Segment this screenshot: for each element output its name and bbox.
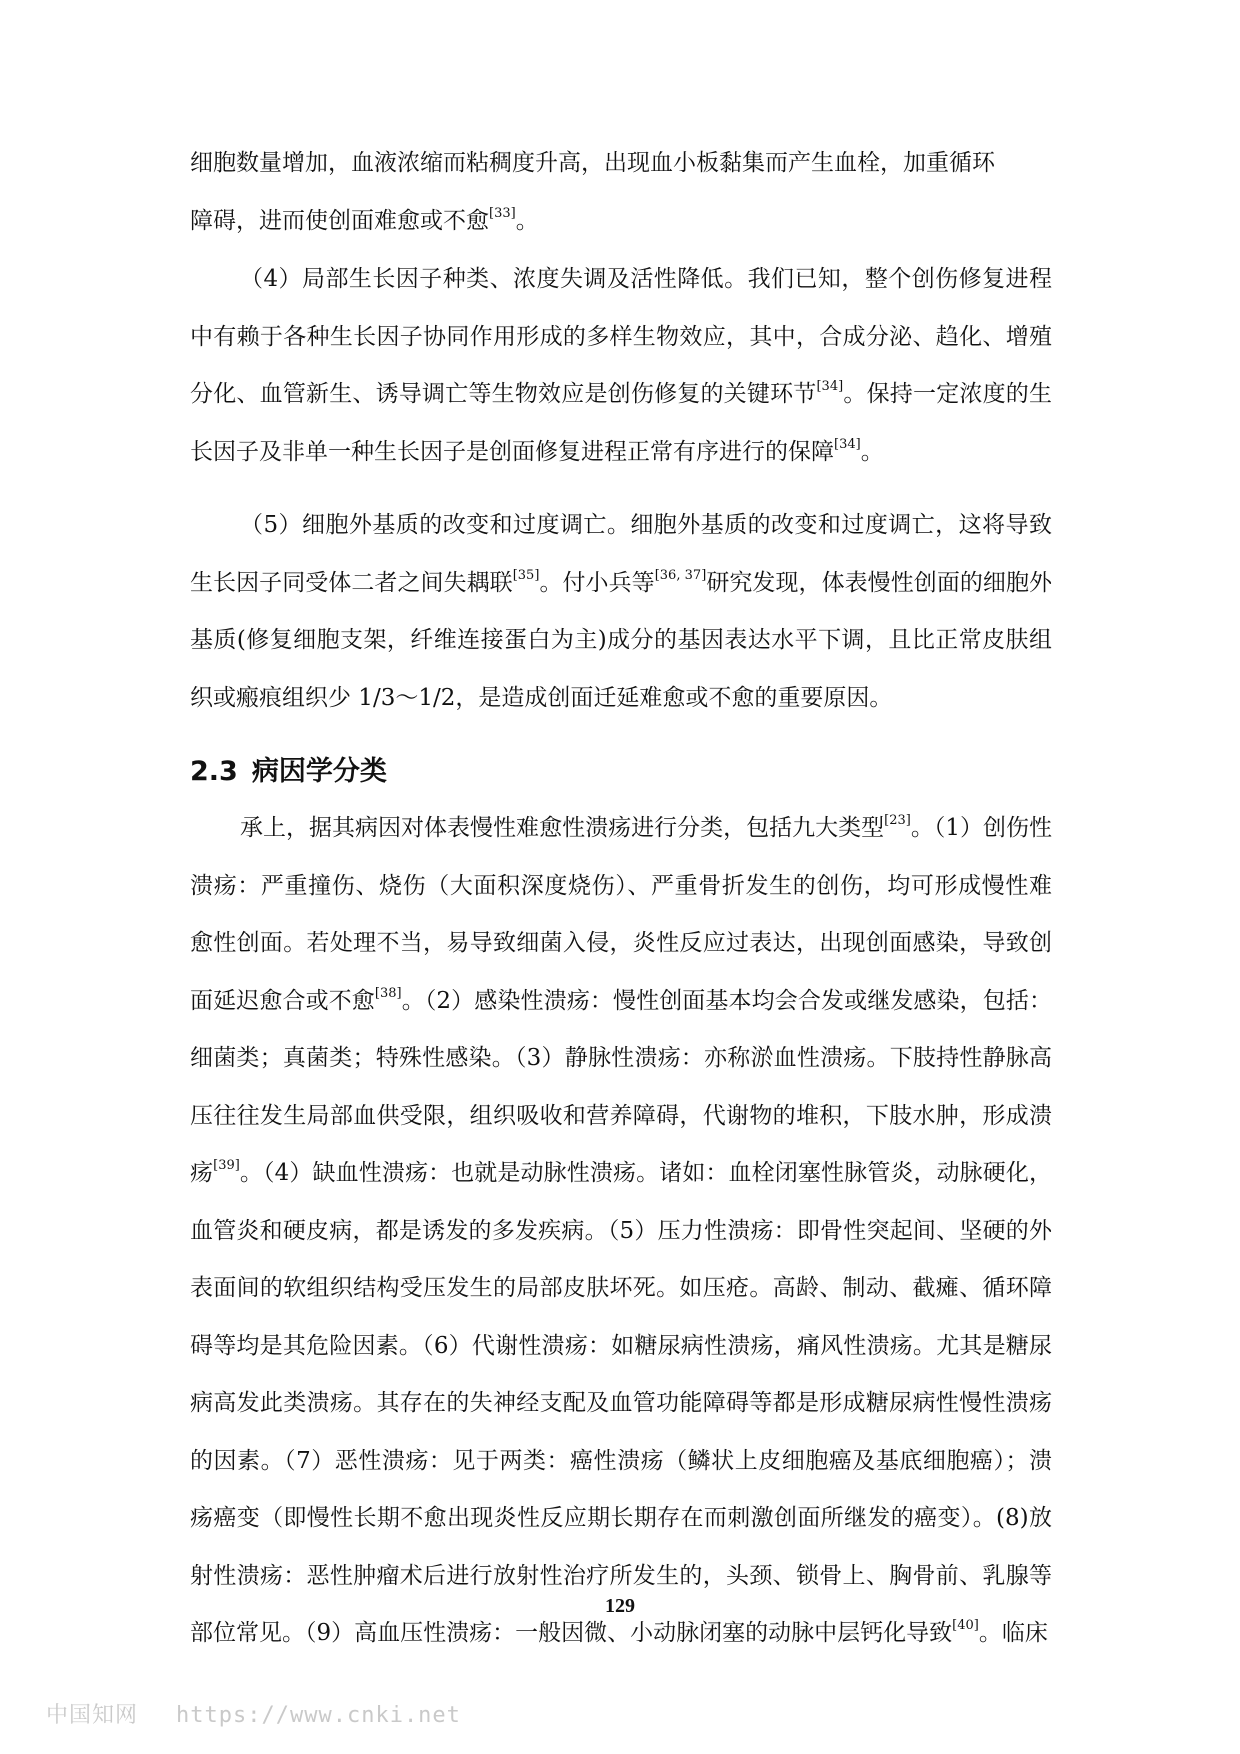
- citation-ref: [35]: [512, 567, 540, 583]
- text-segment: 。: [515, 207, 539, 234]
- intro-paragraph: [190, 135, 1052, 250]
- text-segment: （5）细胞外基质的改变和过度调亡。细胞外基质的改变和过度调亡，这将导致生长因子同受体二者之间失耦联: [190, 512, 1052, 596]
- page-number: 129: [605, 1595, 635, 1617]
- text-segment: 。（2）感染性溃疡：慢性创面基本均会合发或继发感染，包括：细菌类；真菌类；特殊性感染。（3）静脉性溃疡：亦称淤血性溃疡。下肢持性静脉高压往往发生局部血供受限，组织吸收和营养障碍，代谢物的堆积，下肢水肿，形成溃疡: [190, 987, 1052, 1186]
- citation-ref: [39]: [213, 1158, 240, 1174]
- text-segment: 。: [860, 438, 884, 465]
- text-segment: 。付小兵等: [539, 569, 655, 596]
- text-segment: 。（4）缺血性溃疡：也就是动脉性溃疡。诸如：血栓闭塞性脉管炎，动脉硬化，血管炎和硬皮病，都是诱发的多发疾病。（5）压力性溃疡：即骨性突起间、坚硬的外表面间的软组织结构受压发生的局部皮肤坏死。如压疮。高龄、制动、截瘫、循环障碍等均是其危险因素。（6）代谢性溃疡：如糖尿病性溃疡，痛风性溃疡。尤其是糖尿病高发此类溃疡。其存在的失神经支配及血管功能障碍等都是形成糖尿病性慢性溃疡的因素。（7）恶性溃疡：见于两类：癌性溃疡（鳞状上皮细胞癌及基底细胞癌）；溃疡癌变（即慢性长期不愈出现炎性反应期长期存在而刺激创面所继发的癌变）。(8)放射性溃疡：恶性肿瘤术后进行放射性治疗所发生的，头颈、锁骨上、胸骨前、乳腺等部位常见。（9）高血压性溃疡：一般因微、小动脉闭塞的动脉中层钙化导致: [190, 1160, 1053, 1646]
- text-segment: 研究发现，体表慢性创面的细胞外基质(修复细胞支架，纤维连接蛋白为主)成分的基因表达水平下调，且比正常皮肤组织或瘢痕组织少 1/3～1/2，是造成创面迁延难愈或不愈的重要原因。: [190, 569, 1053, 711]
- watermark-url: https://www.cnki.net: [176, 1703, 461, 1728]
- text-segment: 。（1）创伤性溃疡：严重撞伤、烧伤（大面积深度烧伤）、严重骨折发生的创伤，均可形成慢性难愈性创面。若处理不当，易导致细菌入侵，炎性反应过表达，出现创面感染，导致创面延迟愈合或不愈: [190, 815, 1052, 1014]
- text-segment: 。临床: [978, 1620, 1048, 1646]
- section-number: 2.3: [190, 756, 238, 787]
- paragraph: [190, 135, 1052, 250]
- section-heading: [190, 752, 387, 792]
- citation-ref: [34]: [834, 436, 861, 452]
- cnki-watermark: [46, 1698, 461, 1729]
- paragraph-extracellular-matrix: [190, 497, 1052, 727]
- text-line: 障碍，进而使创面难愈或不愈: [190, 207, 489, 234]
- text-line: 细胞数量增加，血液浓缩而粘稠度升高，出现血小板黏集而产生血栓，加重循环: [190, 150, 995, 176]
- text-segment: 承上，据其病因对体表慢性难愈性溃疡进行分类，包括九大类型: [240, 815, 885, 841]
- citation-ref: [23]: [884, 813, 911, 829]
- paragraph-classification: [190, 800, 1052, 1663]
- text-segment: 。保持一定浓度的生长因子及非单一种生长因子是创面修复进程正常有序进行的保障: [190, 381, 1052, 465]
- citation-ref: [34]: [816, 379, 844, 395]
- citation-ref: [33]: [489, 205, 516, 221]
- text-segment: （4）局部生长因子种类、浓度失调及活性降低。我们已知，整个创伤修复进程中有赖于各种生长因子协同作用形成的多样生物效应，其中，合成分泌、趋化、增殖分化、血管新生、诱导调亡等生物效应是创伤修复的关键环节: [190, 266, 1052, 407]
- citation-ref: [36, 37]: [654, 567, 707, 583]
- paragraph: [190, 251, 1052, 481]
- section-title: 病因学分类: [251, 756, 387, 787]
- citation-ref: [38]: [374, 985, 402, 1001]
- paragraph: [190, 800, 1052, 1663]
- watermark-brand: 中国知网: [46, 1703, 139, 1728]
- paragraph-growth-factors: [190, 251, 1052, 481]
- paragraph: [190, 497, 1052, 727]
- citation-ref: [40]: [952, 1618, 979, 1634]
